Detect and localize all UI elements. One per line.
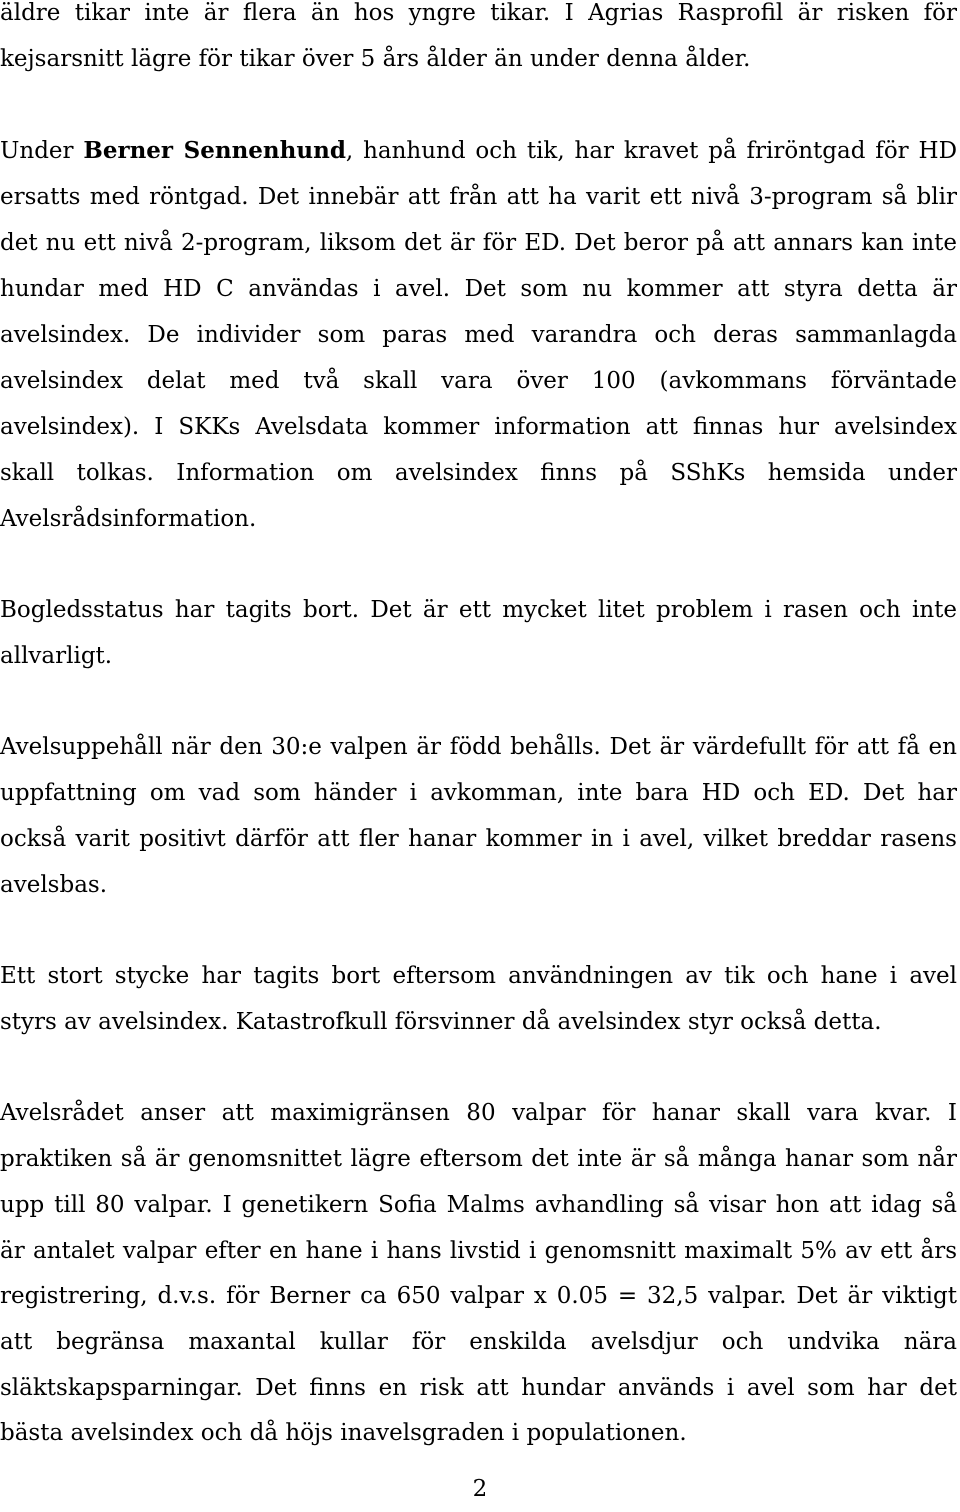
text-line: också varit positivt därför att fler hanar kommer in i avel, vilket breddar rasens bbox=[0, 826, 957, 852]
text-line: avelsindex). I SKKs Avelsdata kommer information att finnas hur avelsindex bbox=[0, 414, 957, 440]
text-line: avelsindex. De individer som paras med varandra och deras sammanlagda bbox=[0, 322, 957, 348]
text-line: uppfattning om vad som händer i avkomman, inte bara HD och ED. Det har bbox=[0, 780, 957, 806]
breed-name: Berner Sennenhund bbox=[83, 137, 346, 164]
text-line: släktskapsparningar. Det finns en risk att hundar används i avel som har det bbox=[0, 1375, 957, 1401]
text-line: avelsindex delat med två skall vara över 100 (avkommans förväntade bbox=[0, 368, 957, 394]
text-line: upp till 80 valpar. I genetikern Sofia Malms avhandling så visar hon att idag så bbox=[0, 1192, 957, 1218]
text-line: Avelsrådsinformation. bbox=[0, 506, 257, 532]
text-line: registrering, d.v.s. för Berner ca 650 valpar x 0.05 = 32,5 valpar. Det är viktigt bbox=[0, 1283, 957, 1309]
text-line: skall tolkas. Information om avelsindex finns på SShKs hemsida under bbox=[0, 460, 957, 486]
text-line: styrs av avelsindex. Katastrofkull försvinner då avelsindex styr också detta. bbox=[0, 1009, 882, 1035]
text-line: är antalet valpar efter en hane i hans livstid i genomsnitt maximalt 5% av ett års bbox=[0, 1238, 957, 1264]
text-line: äldre tikar inte är flera än hos yngre tikar. I Agrias Rasprofil är risken för bbox=[0, 0, 957, 26]
text-line-with-breed-name bbox=[0, 128, 957, 174]
text-line: det nu ett nivå 2-program, liksom det är för ED. Det beror på att annars kan inte bbox=[0, 230, 957, 256]
text-line: ersatts med röntgad. Det innebär att från att ha varit ett nivå 3-program så blir bbox=[0, 184, 957, 210]
text-line: bästa avelsindex och då höjs inavelsgraden i populationen. bbox=[0, 1420, 687, 1446]
text-line: avelsbas. bbox=[0, 872, 108, 898]
text-line: Bogledsstatus har tagits bort. Det är ett mycket litet problem i rasen och inte bbox=[0, 597, 957, 623]
text-line: kejsarsnitt lägre för tikar över 5 års ålder än under denna ålder. bbox=[0, 46, 751, 72]
page-number: 2 bbox=[472, 1476, 488, 1502]
text-segment: Under bbox=[0, 138, 84, 164]
text-line: allvarligt. bbox=[0, 643, 113, 669]
text-line: hundar med HD C användas i avel. Det som nu kommer att styra detta är bbox=[0, 276, 957, 302]
text-line: praktiken så är genomsnittet lägre eftersom det inte är så många hanar som når bbox=[0, 1146, 957, 1172]
text-line: Avelsuppehåll när den 30:e valpen är född behålls. Det är värdefullt för att få en bbox=[0, 734, 957, 760]
text-line: att begränsa maxantal kullar för enskilda avelsdjur och undvika nära bbox=[0, 1329, 957, 1355]
text-segment: , hanhund och tik, har kravet på friröntgad för HD bbox=[345, 138, 957, 164]
text-line: Ett stort stycke har tagits bort eftersom användningen av tik och hane i avel bbox=[0, 963, 957, 989]
text-line: Avelsrådet anser att maximigränsen 80 valpar för hanar skall vara kvar. I bbox=[0, 1100, 957, 1126]
